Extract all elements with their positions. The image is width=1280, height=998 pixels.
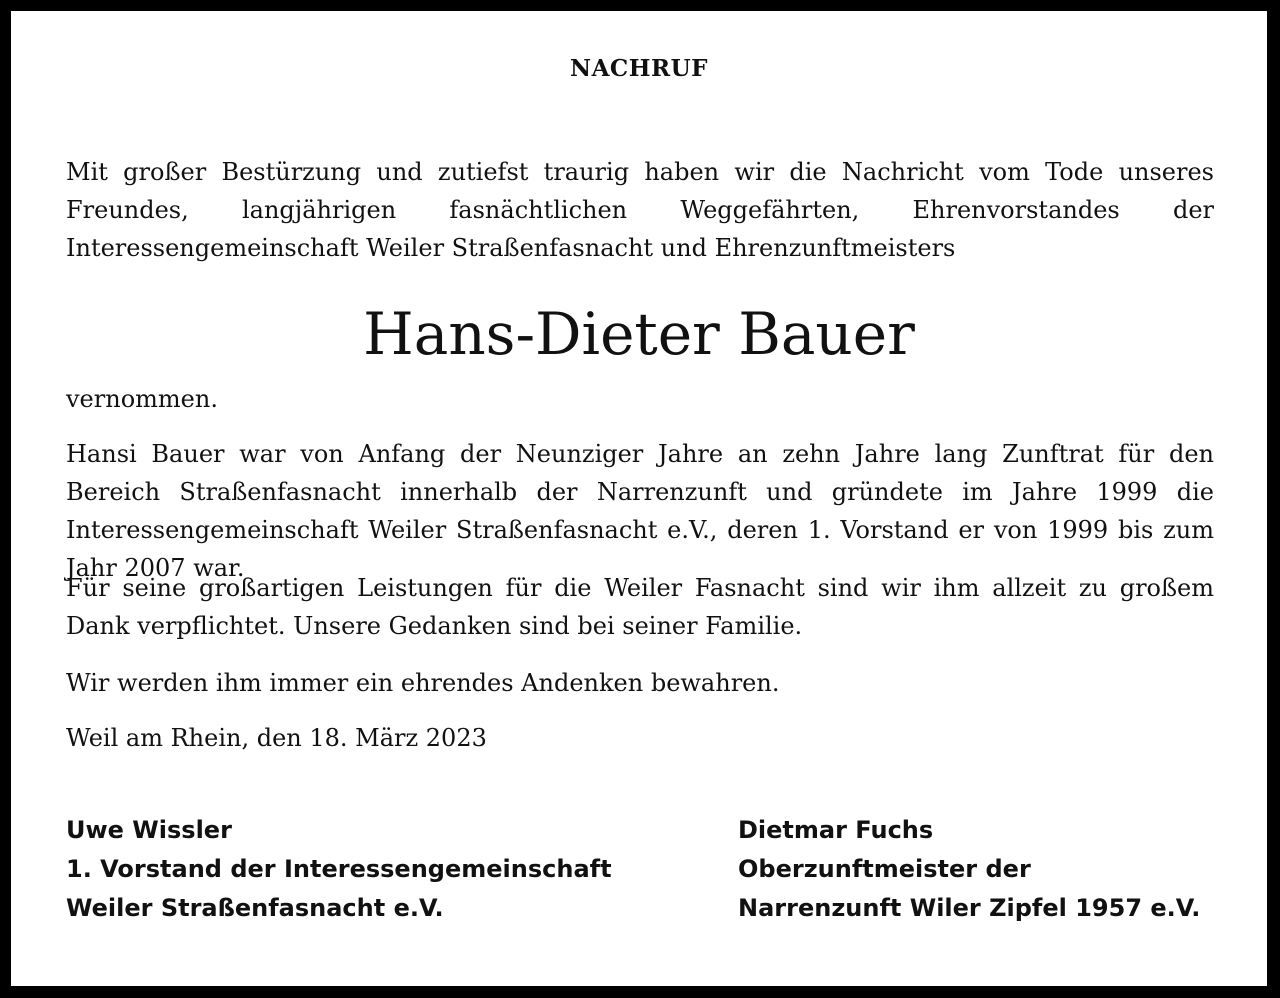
intro-paragraph: Mit großer Bestürzung und zutiefst traurig haben wir die Nachricht vom Tode unseres Freundes, langjährigen fasnächtlichen Weggefährten, Ehrenvorstandes der Interessengemeinschaft Weiler Straßenfasnacht und Ehrenzunftmeisters (66, 158, 1214, 262)
signatory-organization: Narrenzunft Wiler Zipfel 1957 e.V. (738, 894, 1201, 922)
gratitude-paragraph: Für seine großartigen Leistungen für die Weiler Fasnacht sind wir ihm allzeit zu großem Dank verpflichtet. Unsere Gedanken sind bei seiner Familie. (66, 574, 1214, 640)
remembrance-paragraph: Wir werden ihm immer ein ehrendes Andenken bewahren. (66, 669, 780, 697)
signatory-title: Oberzunftmeister der (738, 855, 1031, 883)
notice-heading: NACHRUF (570, 55, 708, 82)
signatory-name: Dietmar Fuchs (738, 816, 934, 844)
signature-left (66, 811, 686, 928)
vernommen-text: vernommen. (66, 385, 218, 413)
signatory-organization: Weiler Straßenfasnacht e.V. (66, 894, 444, 922)
deceased-name: Hans-Dieter Bauer (363, 300, 915, 368)
obituary-notice (11, 11, 1267, 986)
place-date: Weil am Rhein, den 18. März 2023 (66, 724, 487, 752)
biography-paragraph: Hansi Bauer war von Anfang der Neunziger Jahre an zehn Jahre lang Zunftrat für den Bereich Straßenfasnacht innerhalb der Narrenzunft und gründete im Jahre 1999 die Interessengemeinschaft Weiler Straßenfasnacht e.V., deren 1. Vorstand er von 1999 bis zum Jahr 2007 war. (66, 440, 1214, 582)
signature-right (738, 811, 1238, 928)
signatory-name: Uwe Wissler (66, 816, 232, 844)
signatory-title: 1. Vorstand der Interessengemeinschaft (66, 855, 612, 883)
